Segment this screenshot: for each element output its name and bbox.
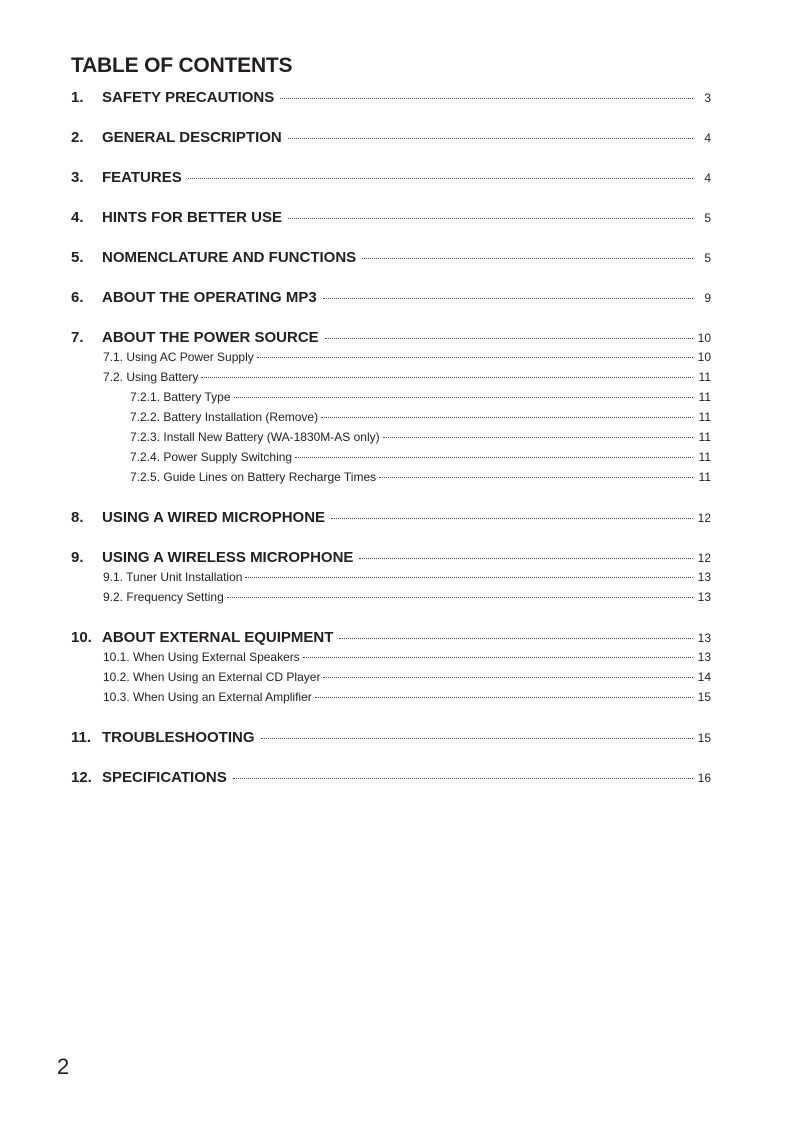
entry-page: 11 — [698, 450, 711, 464]
dot-leader — [331, 518, 693, 519]
toc-entry[interactable] — [103, 650, 711, 666]
entry-label: GENERAL DESCRIPTION — [102, 129, 282, 146]
dot-leader — [288, 218, 693, 219]
toc-entry[interactable] — [71, 729, 711, 749]
dot-leader — [321, 417, 693, 418]
dot-leader — [295, 457, 693, 458]
entry-label: 9.2. Frequency Setting — [103, 590, 224, 604]
entry-label: ABOUT THE POWER SOURCE — [102, 329, 319, 346]
entry-label: TROUBLESHOOTING — [102, 729, 255, 746]
entry-label: NOMENCLATURE AND FUNCTIONS — [102, 249, 357, 266]
dot-leader — [339, 638, 693, 639]
entry-number: 7. — [71, 329, 84, 346]
dot-leader — [245, 577, 693, 578]
toc-entry[interactable] — [71, 209, 711, 229]
entry-page: 3 — [704, 91, 711, 105]
entry-label: USING A WIRELESS MICROPHONE — [102, 549, 354, 566]
entry-page: 11 — [698, 370, 711, 384]
dot-leader — [201, 377, 693, 378]
entry-page: 10 — [697, 350, 711, 364]
entry-number: 5. — [71, 249, 84, 266]
toc-entry[interactable] — [130, 390, 711, 406]
toc-entry[interactable] — [71, 129, 711, 149]
dot-leader — [188, 178, 693, 179]
entry-page: 4 — [704, 171, 711, 185]
toc-entry[interactable] — [71, 289, 711, 309]
entry-page: 4 — [704, 131, 711, 145]
entry-number: 4. — [71, 209, 84, 226]
dot-leader — [261, 738, 694, 739]
entry-page: 9 — [704, 291, 711, 305]
entry-page: 10 — [697, 331, 711, 345]
toc-entry[interactable] — [71, 769, 711, 789]
entry-label: 7.2. Using Battery — [103, 370, 199, 384]
entry-label: 10.3. When Using an External Amplifier — [103, 690, 312, 704]
entry-page: 12 — [697, 511, 711, 525]
entry-page: 15 — [697, 731, 711, 745]
entry-label: 7.2.2. Battery Installation (Remove) — [130, 410, 319, 424]
dot-leader — [233, 778, 693, 779]
toc-entry[interactable] — [130, 410, 711, 426]
entry-page: 11 — [698, 410, 711, 424]
toc-entry[interactable] — [103, 590, 711, 606]
entry-number: 1. — [71, 89, 84, 106]
toc-entry[interactable] — [130, 450, 711, 466]
entry-label: 7.2.3. Install New Battery (WA-1830M-AS only) — [130, 430, 380, 444]
entry-label: SPECIFICATIONS — [102, 769, 227, 786]
toc-title: TABLE OF CONTENTS — [71, 54, 293, 77]
entry-page: 15 — [697, 690, 711, 704]
dot-leader — [323, 298, 693, 299]
dot-leader — [234, 397, 693, 398]
entry-number: 6. — [71, 289, 84, 306]
dot-leader — [227, 597, 693, 598]
entry-label: SAFETY PRECAUTIONS — [102, 89, 275, 106]
entry-page: 13 — [697, 650, 711, 664]
dot-leader — [288, 138, 693, 139]
entry-label: 10.2. When Using an External CD Player — [103, 670, 321, 684]
entry-page: 13 — [697, 570, 711, 584]
dot-leader — [303, 657, 693, 658]
dot-leader — [379, 477, 693, 478]
dot-leader — [362, 258, 693, 259]
toc-entry[interactable] — [103, 670, 711, 686]
entry-page: 5 — [704, 211, 711, 225]
entry-page: 5 — [704, 251, 711, 265]
entry-label: USING A WIRED MICROPHONE — [102, 509, 326, 526]
toc-entry[interactable] — [71, 249, 711, 269]
dot-leader — [280, 98, 693, 99]
entry-page: 16 — [697, 771, 711, 785]
toc-entry[interactable] — [71, 549, 711, 569]
entry-number: 9. — [71, 549, 84, 566]
toc-entry[interactable] — [103, 690, 711, 706]
toc-entry[interactable] — [71, 509, 711, 529]
entry-page: 11 — [698, 390, 711, 404]
entry-page: 13 — [697, 590, 711, 604]
dot-leader — [383, 437, 693, 438]
toc-entry[interactable] — [71, 89, 711, 109]
entry-label: HINTS FOR BETTER USE — [102, 209, 283, 226]
entry-label: 7.2.5. Guide Lines on Battery Recharge Times — [130, 470, 377, 484]
toc-entry[interactable] — [71, 329, 711, 349]
entry-label: ABOUT EXTERNAL EQUIPMENT — [102, 629, 334, 646]
dot-leader — [359, 558, 693, 559]
entry-number: 10. — [71, 629, 92, 646]
toc-entry[interactable] — [103, 570, 711, 586]
entry-page: 14 — [697, 670, 711, 684]
entry-number: 12. — [71, 769, 92, 786]
entry-label: 10.1. When Using External Speakers — [103, 650, 300, 664]
entry-label: 7.2.1. Battery Type — [130, 390, 231, 404]
entry-number: 3. — [71, 169, 84, 186]
toc-entry[interactable] — [71, 629, 711, 649]
dot-leader — [325, 338, 693, 339]
entry-number: 8. — [71, 509, 84, 526]
entry-page: 11 — [698, 470, 711, 484]
dot-leader — [323, 677, 693, 678]
entry-number: 11. — [71, 729, 92, 746]
toc-entry[interactable] — [71, 169, 711, 189]
toc-entry[interactable] — [103, 370, 711, 386]
dot-leader — [315, 697, 693, 698]
entry-label: 9.1. Tuner Unit Installation — [103, 570, 243, 584]
entry-label: ABOUT THE OPERATING MP3 — [102, 289, 317, 306]
entry-page: 11 — [698, 430, 711, 444]
dot-leader — [257, 357, 693, 358]
page-number: 2 — [57, 1054, 70, 1079]
toc-entry[interactable] — [130, 430, 711, 446]
toc-entry[interactable] — [103, 350, 711, 366]
entry-page: 12 — [697, 551, 711, 565]
entry-page: 13 — [697, 631, 711, 645]
entry-number: 2. — [71, 129, 84, 146]
entry-label: FEATURES — [102, 169, 182, 186]
entry-label: 7.1. Using AC Power Supply — [103, 350, 254, 364]
toc-entry[interactable] — [130, 470, 711, 486]
entry-label: 7.2.4. Power Supply Switching — [130, 450, 293, 464]
